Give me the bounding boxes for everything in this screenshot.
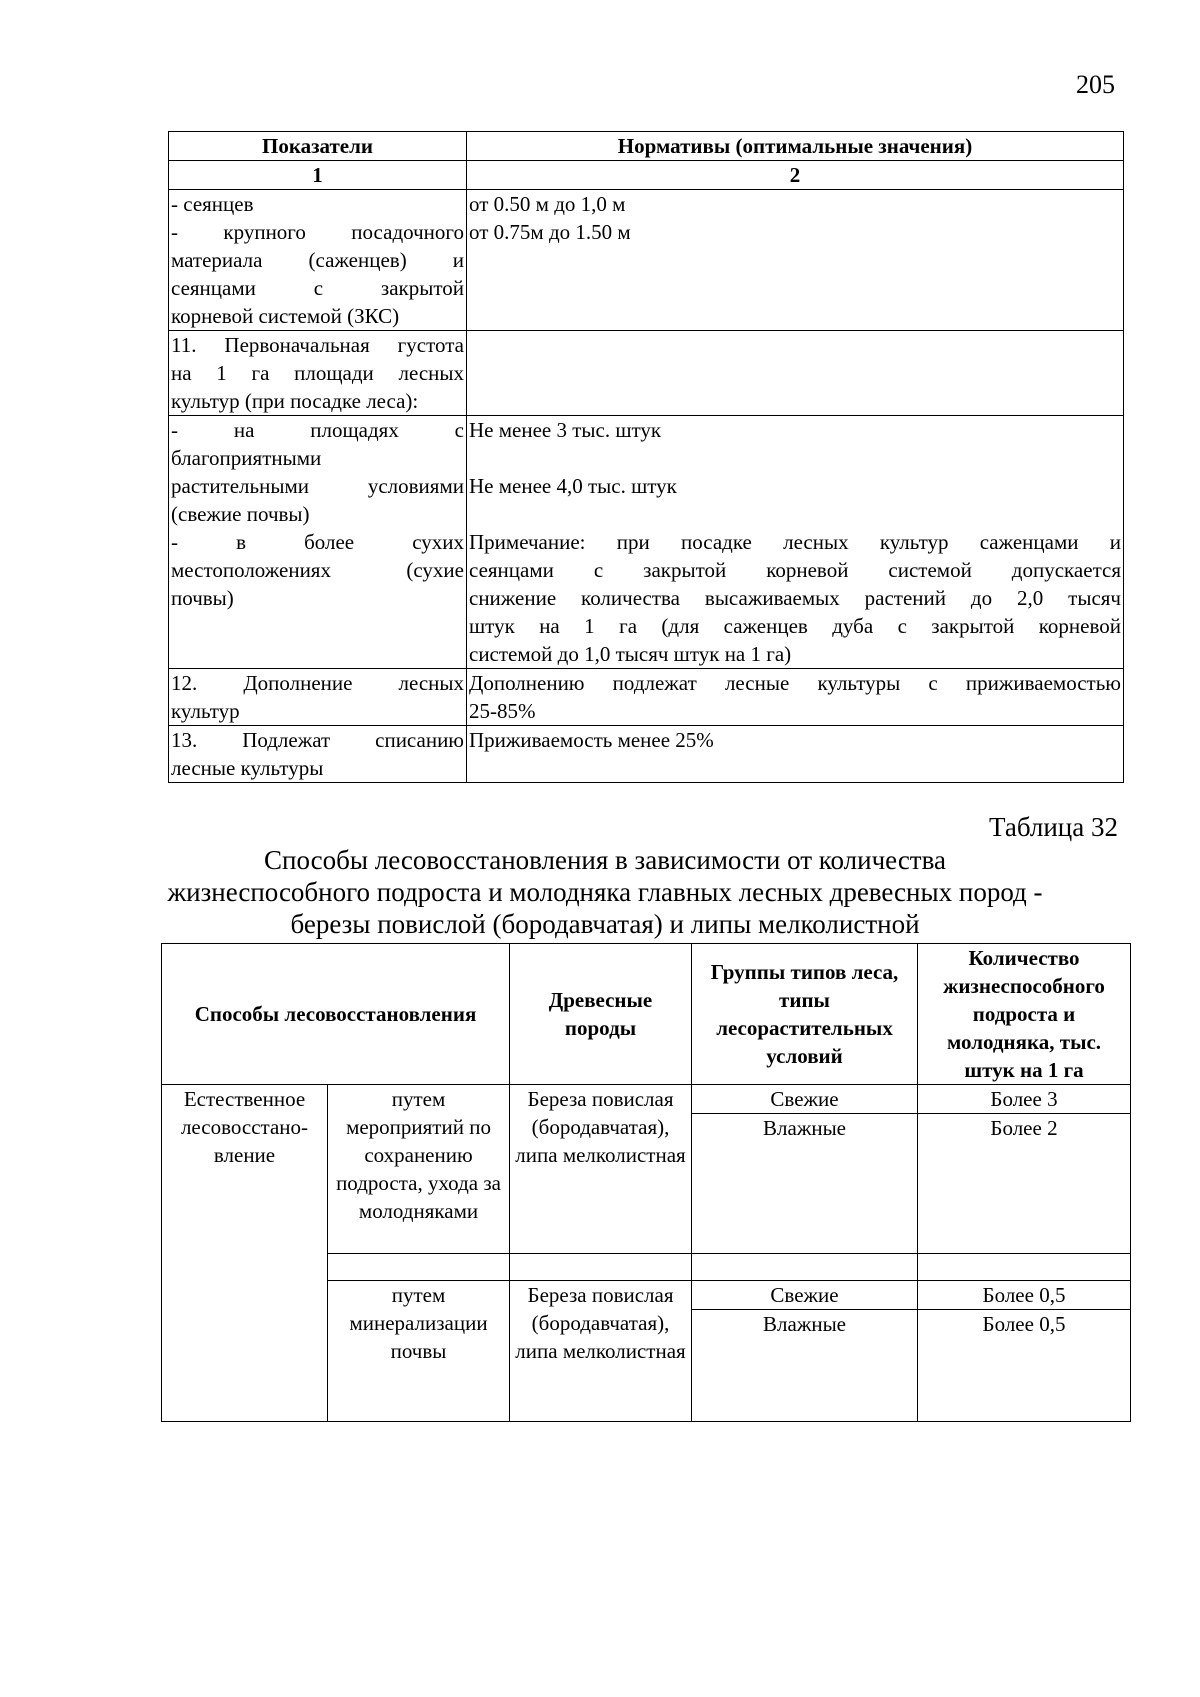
quantity-cell: Более 0,5 [918,1281,1131,1310]
table-header-row [162,944,1131,1085]
text-line: от 0.75м до 1.50 м [469,220,631,244]
quantity-cell: Более 0,5 [918,1310,1131,1422]
species-cell: Береза повислая (бородавчатая), липа мелколистная [510,1281,692,1422]
quantity-cell: Более 3 [918,1085,1131,1114]
column-header-quantity: Количество жизнеспособного подроста и молодняка, тыс. штук на 1 га [918,944,1131,1085]
table-row [169,669,1124,726]
conditions-cell: Влажные [692,1114,918,1254]
note-line: системой до 1,0 тысяч штук на 1 га) [469,642,792,666]
species-cell: Береза повислая (бородавчатая), липа мелколистная [510,1085,692,1254]
indicator-cell [169,190,467,331]
text-line: 13. Подлежат списанию [171,728,464,752]
indicator-cell [169,726,467,783]
text-line: материала (саженцев) и [171,248,464,272]
note-line: сеянцами с закрытой корневой системой допускается [469,558,1121,582]
text-line: растительными условиями [171,474,464,498]
text-line: - на площадях с [171,418,464,442]
table-row [169,190,1124,331]
method-cell: путем минерализации почвы [328,1281,510,1422]
text-line: Дополнению подлежат лесные культуры с приживаемостью [469,671,1121,695]
column-header-species: Древесные породы [510,944,692,1085]
column-number: 2 [467,161,1124,190]
conditions-cell: Свежие [692,1281,918,1310]
method-cell: путем мероприятий по сохранению подроста, ухода за молодняками [328,1085,510,1254]
text-line: 25-85% [469,699,536,723]
text-line: сеянцами с закрытой [171,276,464,300]
text-line: лесные культуры [171,756,324,780]
table-row [169,331,1124,416]
standards-table [168,131,1124,783]
quantity-cell: Более 2 [918,1114,1131,1254]
norm-cell [467,331,1124,416]
column-header-methods: Способы лесовосстановления [162,944,510,1085]
norm-cell [467,416,1124,669]
text-line: корневой системой (ЗКС) [171,304,400,328]
indicator-cell [169,669,467,726]
text-line: от 0.50 м до 1,0 м [469,192,626,216]
column-number: 1 [169,161,467,190]
table-row [169,726,1124,783]
norm-cell [467,669,1124,726]
text-line: местоположениях (сухие [171,558,464,582]
text-line: Приживаемость менее 25% [469,728,714,752]
indicator-cell [169,416,467,669]
table-title: Способы лесовосстановления в зависимости от количества жизнеспособного подроста и молодняка главных лесных древесных пород - березы повислой (бородавчатая) и липы мелколистной [167,845,1043,939]
column-header: Показатели [169,132,467,161]
indicator-cell [169,331,467,416]
text-line: Не менее 3 тыс. штук [469,418,662,442]
norm-cell [467,190,1124,331]
note-line: штук на 1 га (для саженцев дуба с закрытой корневой [469,614,1121,638]
text-line: благоприятными [171,446,322,470]
table-label: Таблица 32 [989,812,1118,842]
table-header-row [169,132,1124,161]
text-line: Не менее 4,0 тыс. штук [469,474,677,498]
text-line: на 1 га площади лесных [171,361,464,385]
empty-cell [692,1254,918,1281]
text-line: - сеянцев [171,192,254,216]
column-header-groups: Группы типов леса, типы лесорастительных условий [692,944,918,1085]
reforestation-table [161,943,1131,1422]
table-row [162,1085,1131,1114]
text-line: 12. Дополнение лесных [171,671,464,695]
text-line: 11. Первоначальная густота [171,333,464,357]
note-line: Примечание: при посадке лесных культур саженцами и [469,530,1121,554]
empty-cell [510,1254,692,1281]
conditions-cell: Свежие [692,1085,918,1114]
text-line: культур (при посадке леса): [171,389,419,413]
conditions-cell: Влажные [692,1310,918,1422]
norm-cell [467,726,1124,783]
natural-regeneration-cell: Естественное лесовосстано-вление [162,1085,328,1422]
page-number: 205 [1076,70,1115,99]
column-number-row [169,161,1124,190]
text-line: (свежие почвы) [171,502,310,526]
text-line: почвы) [171,586,234,610]
text-line: культур [171,699,240,723]
text-line: - в более сухих [171,530,464,554]
table-row [169,416,1124,669]
empty-cell [328,1254,510,1281]
empty-cell [918,1254,1131,1281]
note-line: снижение количества высаживаемых растений до 2,0 тысяч [469,586,1121,610]
text-line: - крупного посадочного [171,220,464,244]
column-header: Нормативы (оптимальные значения) [467,132,1124,161]
